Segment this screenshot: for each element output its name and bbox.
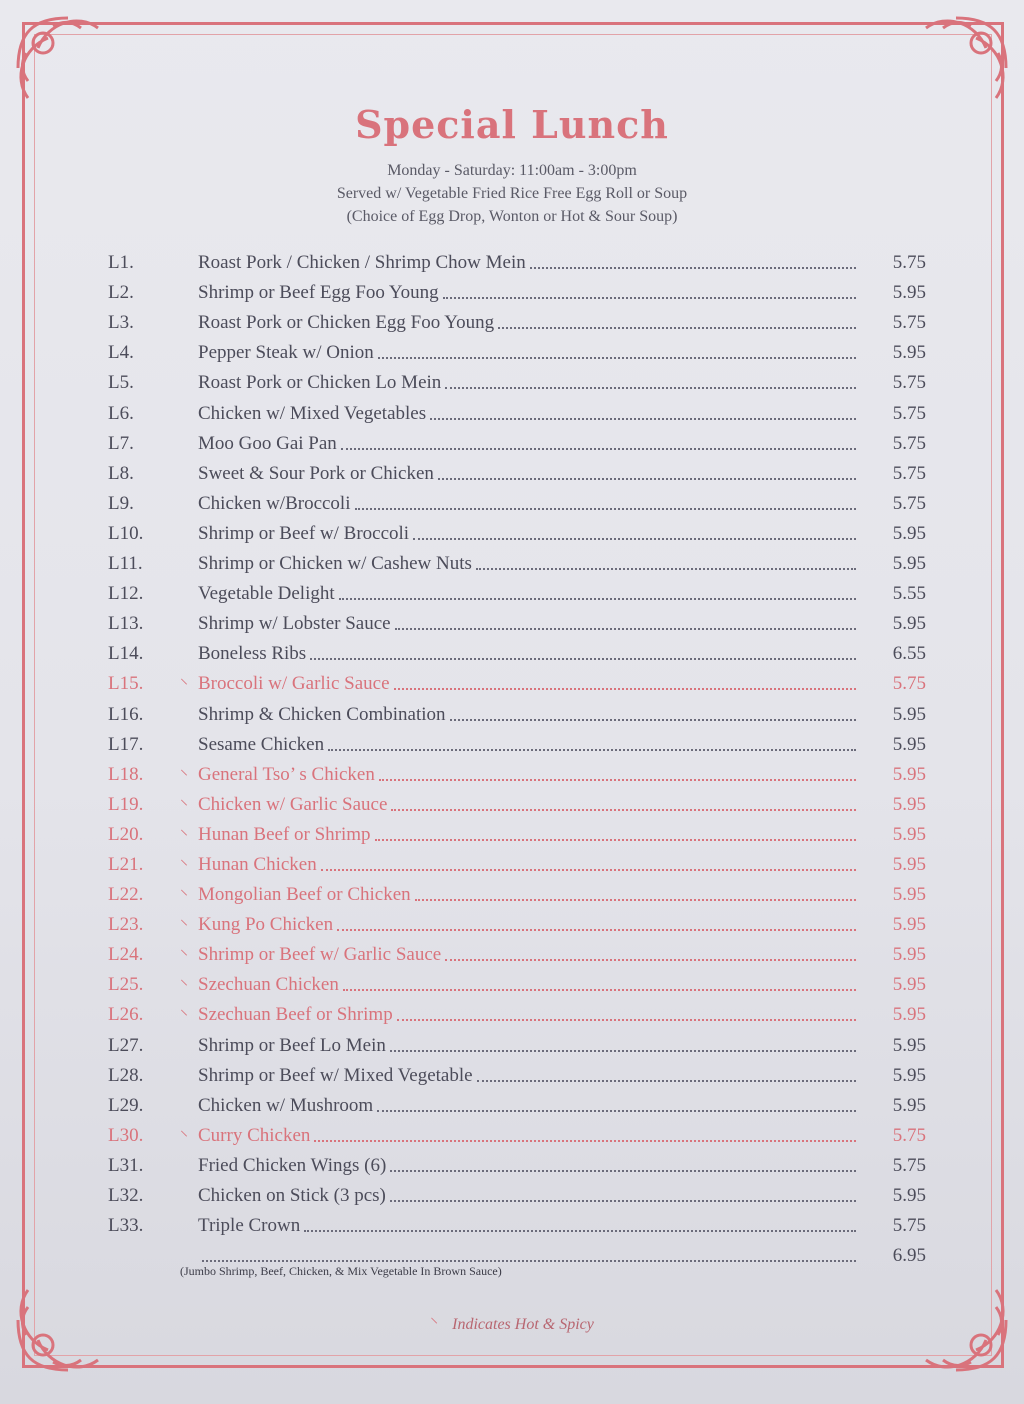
item-code: L12. xyxy=(108,583,144,605)
dot-leader xyxy=(443,297,856,299)
item-name: Shrimp or Beef w/ Mixed Vegetable xyxy=(198,1064,473,1086)
item-code: L14. xyxy=(108,643,144,665)
item-code: L4. xyxy=(108,342,134,364)
item-price: 5.95 xyxy=(892,1185,926,1206)
item-code: L8. xyxy=(108,462,134,484)
menu-list xyxy=(100,244,940,1267)
item-name: Shrimp or Beef Lo Mein xyxy=(198,1034,386,1056)
dot-leader xyxy=(397,1019,856,1021)
item-code: L1. xyxy=(108,252,134,274)
item-name: Roast Pork or Chicken Lo Mein xyxy=(198,372,442,394)
item-price: 5.95 xyxy=(892,853,926,875)
dot-leader xyxy=(343,989,856,991)
item-name: Shrimp or Beef w/ Garlic Sauce xyxy=(198,944,442,966)
item-name: Mongolian Beef or Chicken xyxy=(198,884,411,906)
dot-leader xyxy=(498,327,856,329)
dot-leader xyxy=(430,418,856,420)
item-code: L22. xyxy=(108,884,144,906)
menu-item xyxy=(100,1117,940,1147)
menu-item xyxy=(100,575,940,605)
menu-item xyxy=(100,665,940,695)
item-code: L5. xyxy=(108,372,134,394)
dot-leader xyxy=(413,538,856,540)
item-price: 5.95 xyxy=(892,944,926,966)
item-price: 5.75 xyxy=(892,402,926,424)
item-code: L28. xyxy=(108,1064,144,1086)
menu-item xyxy=(100,304,940,334)
item-price: 5.95 xyxy=(892,613,926,635)
item-price: 5.95 xyxy=(892,793,926,815)
menu-item xyxy=(100,244,940,274)
menu-item xyxy=(100,936,940,966)
item-price: 5.75 xyxy=(892,312,926,334)
dot-leader xyxy=(390,1170,856,1172)
item-price: 5.75 xyxy=(892,673,926,695)
triple-crown-note: (Jumbo Shrimp, Beef, Chicken, & Mix Vegetable In Brown Sauce) xyxy=(180,1264,502,1278)
item-name: Chicken w/ Mixed Vegetables xyxy=(198,402,427,424)
spicy-legend xyxy=(0,1312,1024,1334)
dot-leader xyxy=(477,1080,856,1082)
item-name: Moo Goo Gai Pan xyxy=(198,432,337,454)
item-name: Sweet & Sour Pork or Chicken xyxy=(198,462,434,484)
menu-item xyxy=(100,816,940,846)
item-price: 5.75 xyxy=(892,1154,926,1176)
item-name: Chicken w/ Mushroom xyxy=(198,1094,374,1116)
dot-leader xyxy=(438,478,856,480)
item-price: 5.95 xyxy=(892,974,926,996)
item-price: 5.95 xyxy=(892,522,926,544)
item-code: L2. xyxy=(108,282,134,304)
soup-choice-line: (Choice of Egg Drop, Wonton or Hot & Sour Soup) xyxy=(346,208,678,225)
dot-leader xyxy=(476,568,856,570)
item-code: L15. xyxy=(108,673,144,695)
dot-leader xyxy=(415,899,856,901)
item-price: 5.75 xyxy=(892,372,926,394)
pepper-icon: ⸌ xyxy=(180,918,189,936)
item-price: 5.75 xyxy=(892,432,926,454)
item-code: L33. xyxy=(108,1215,144,1237)
menu-item xyxy=(100,1057,940,1087)
dot-leader xyxy=(355,508,857,510)
item-code: L26. xyxy=(108,1004,144,1026)
dot-leader xyxy=(450,719,856,721)
menu-item xyxy=(100,695,940,725)
menu-item xyxy=(100,545,940,575)
pepper-icon: ⸌ xyxy=(180,827,189,845)
item-name: Shrimp or Chicken w/ Cashew Nuts xyxy=(198,553,472,575)
item-code: L27. xyxy=(108,1034,144,1056)
item-code: L24. xyxy=(108,944,144,966)
item-name: Szechuan Beef or Shrimp xyxy=(198,1004,393,1026)
menu-item xyxy=(100,1177,940,1207)
pepper-icon: ⸌ xyxy=(180,1128,189,1146)
item-name: Shrimp or Beef w/ Broccoli xyxy=(198,522,410,544)
served-with-line: Served w/ Vegetable Fried Rice Free Egg Roll or Soup xyxy=(336,185,688,202)
item-price: 5.75 xyxy=(892,1215,926,1237)
menu-item xyxy=(100,726,940,756)
item-name: Chicken w/ Garlic Sauce xyxy=(198,793,388,815)
item-code: L29. xyxy=(108,1094,144,1116)
item-code: L23. xyxy=(108,914,144,936)
item-price: 5.95 xyxy=(892,703,926,725)
dot-leader xyxy=(530,267,856,269)
item-name: Curry Chicken xyxy=(198,1124,311,1146)
menu-item xyxy=(100,515,940,545)
item-code: L18. xyxy=(108,763,144,785)
item-name: Roast Pork or Chicken Egg Foo Young xyxy=(198,312,495,334)
item-name: Hunan Beef or Shrimp xyxy=(198,823,371,845)
item-code: L10. xyxy=(108,522,144,544)
menu-item xyxy=(100,485,940,515)
menu-item xyxy=(100,364,940,394)
item-name: Chicken w/Broccoli xyxy=(198,492,351,514)
item-name: Vegetable Delight xyxy=(198,583,335,605)
dot-leader xyxy=(339,598,856,600)
menu-item xyxy=(100,996,940,1026)
menu-item xyxy=(100,786,940,816)
item-name: General Tso’ s Chicken xyxy=(198,763,375,785)
item-price: 5.95 xyxy=(892,823,926,845)
pepper-icon: ⸌ xyxy=(180,1008,189,1026)
pepper-icon: ⸌ xyxy=(180,797,189,815)
menu-item xyxy=(100,1026,940,1056)
item-price: 5.95 xyxy=(892,342,926,364)
pepper-icon: ⸌ xyxy=(180,677,189,695)
hours-line: Monday - Saturday: 11:00am - 3:00pm xyxy=(387,162,637,179)
item-code: L30. xyxy=(108,1124,144,1146)
item-price: 5.95 xyxy=(892,914,926,936)
pepper-icon: ⸌ xyxy=(180,888,189,906)
pepper-icon: ⸌ xyxy=(180,767,189,785)
pepper-icon: ⸌ xyxy=(180,857,189,875)
item-code: L21. xyxy=(108,853,144,875)
menu-item xyxy=(100,906,940,936)
item-name: Pepper Steak w/ Onion xyxy=(198,342,374,364)
menu-item xyxy=(100,756,940,786)
pepper-icon: ⸌ xyxy=(180,948,189,966)
item-price: 5.95 xyxy=(892,1004,926,1026)
menu-item xyxy=(100,966,940,996)
item-price: 5.75 xyxy=(892,492,926,514)
dot-leader xyxy=(328,749,856,751)
item-code: L6. xyxy=(108,402,134,424)
dot-leader xyxy=(395,628,856,630)
item-name: Triple Crown xyxy=(198,1215,301,1237)
item-price: 5.95 xyxy=(892,1034,926,1056)
item-code: L11. xyxy=(108,553,143,575)
item-price: 5.95 xyxy=(892,1094,926,1116)
item-price: 5.55 xyxy=(892,583,926,605)
item-code: L9. xyxy=(108,492,134,514)
item-name: Hunan Chicken xyxy=(198,853,317,875)
item-price: 5.95 xyxy=(892,733,926,755)
item-name: Sesame Chicken xyxy=(198,733,325,755)
item-code: L31. xyxy=(108,1154,144,1176)
item-price: 5.95 xyxy=(892,763,926,785)
menu-item xyxy=(100,605,940,635)
item-price: 6.95 xyxy=(892,1245,926,1267)
item-name: Fried Chicken Wings (6) xyxy=(198,1154,387,1176)
item-code: L32. xyxy=(108,1185,144,1206)
item-name: Szechuan Chicken xyxy=(198,974,339,996)
item-name: Chicken on Stick (3 pcs) xyxy=(198,1185,386,1206)
item-name: Shrimp w/ Lobster Sauce xyxy=(198,613,391,635)
dot-leader xyxy=(341,448,856,450)
dot-leader xyxy=(445,387,856,389)
dot-leader xyxy=(390,1050,856,1052)
menu-item xyxy=(100,425,940,455)
dot-leader xyxy=(310,658,856,660)
item-code: L19. xyxy=(108,793,144,815)
item-price: 5.75 xyxy=(892,1124,926,1146)
dot-leader xyxy=(321,869,856,871)
dot-leader xyxy=(378,357,856,359)
menu-item xyxy=(100,635,940,665)
item-price: 6.55 xyxy=(892,643,926,665)
dot-leader xyxy=(379,779,856,781)
menu-item xyxy=(100,1237,940,1267)
legend-text: Indicates Hot & Spicy xyxy=(452,1316,594,1333)
item-price: 5.95 xyxy=(892,1064,926,1086)
item-name: Shrimp or Beef Egg Foo Young xyxy=(198,282,439,304)
item-name: Roast Pork / Chicken / Shrimp Chow Mein xyxy=(198,252,526,274)
item-code: L17. xyxy=(108,733,144,755)
item-price: 5.95 xyxy=(892,282,926,304)
menu-item xyxy=(100,1147,940,1177)
menu-item xyxy=(100,394,940,424)
dot-leader xyxy=(314,1140,856,1142)
menu-item xyxy=(100,1087,940,1117)
dot-leader xyxy=(375,839,856,841)
dot-leader xyxy=(304,1230,856,1232)
item-name: Boneless Ribs xyxy=(198,643,307,665)
menu-title: Special Lunch xyxy=(355,102,669,147)
dot-leader xyxy=(377,1110,856,1112)
item-name: Broccoli w/ Garlic Sauce xyxy=(198,673,390,695)
item-price: 5.75 xyxy=(892,462,926,484)
pepper-icon: ⸌ xyxy=(430,1316,439,1333)
dot-leader xyxy=(391,809,856,811)
item-code: L3. xyxy=(108,312,134,334)
dot-leader xyxy=(394,688,856,690)
dot-leader xyxy=(337,929,856,931)
item-name: Shrimp & Chicken Combination xyxy=(198,703,446,725)
dot-leader xyxy=(202,1260,856,1262)
item-code: L16. xyxy=(108,703,144,725)
dot-leader xyxy=(445,959,856,961)
menu-item xyxy=(100,876,940,906)
menu-item xyxy=(100,846,940,876)
item-code: L7. xyxy=(108,432,134,454)
item-code: L13. xyxy=(108,613,144,635)
item-code: L20. xyxy=(108,823,144,845)
menu-item xyxy=(100,1207,940,1237)
item-price: 5.95 xyxy=(892,884,926,906)
item-price: 5.75 xyxy=(892,252,926,274)
menu-item xyxy=(100,334,940,364)
item-price: 5.95 xyxy=(892,553,926,575)
menu-item xyxy=(100,274,940,304)
item-name: Kung Po Chicken xyxy=(198,914,334,936)
menu-item xyxy=(100,455,940,485)
dot-leader xyxy=(390,1200,856,1202)
item-code: L25. xyxy=(108,974,144,996)
pepper-icon: ⸌ xyxy=(180,978,189,996)
